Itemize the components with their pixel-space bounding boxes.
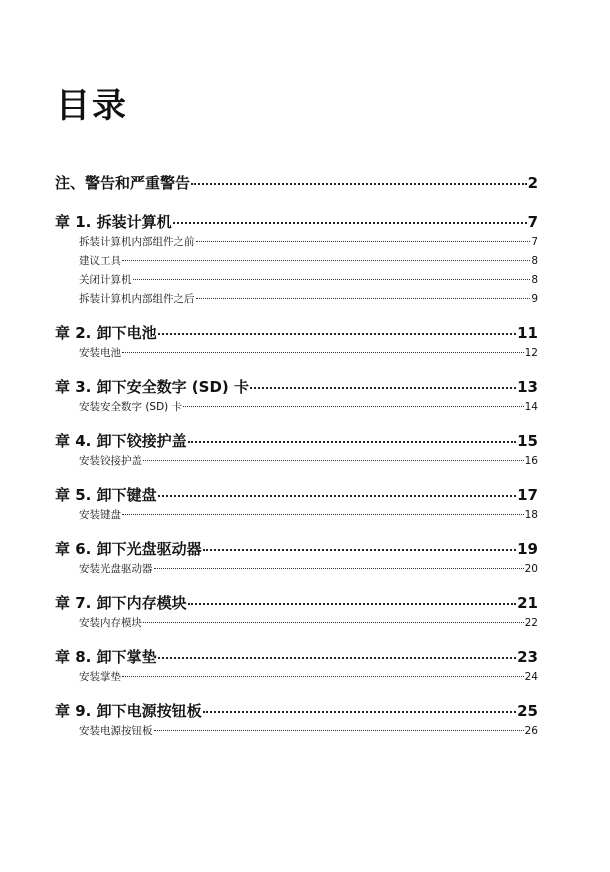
dot-leader — [158, 333, 517, 335]
dot-leader — [158, 495, 517, 497]
toc-chapter-entry-title: 注、警告和严重警告 — [55, 174, 191, 192]
page-title: 目录 — [56, 86, 128, 126]
toc-section-entry-page-number: 8 — [531, 274, 538, 286]
toc-chapter-group — [55, 538, 538, 579]
toc-section-entry[interactable] — [55, 398, 538, 417]
toc-chapter-group — [55, 376, 538, 417]
dot-leader — [122, 514, 524, 515]
toc-chapter-entry-page-number: 23 — [517, 648, 538, 666]
toc-section-entry[interactable] — [55, 233, 538, 252]
toc-chapter-entry-page-number: 19 — [517, 540, 538, 558]
toc-section-entry-title: 安装电池 — [79, 347, 121, 359]
dot-leader — [158, 657, 517, 659]
toc-section-entry[interactable] — [55, 271, 538, 290]
toc-chapter-entry-title: 章 3. 卸下安全数字 (SD) 卡 — [55, 378, 249, 396]
toc-chapter-entry-page-number: 15 — [517, 432, 538, 450]
toc-chapter-entry-title: 章 1. 拆装计算机 — [55, 213, 172, 231]
toc-chapter-entry[interactable] — [55, 646, 538, 668]
toc-chapter-entry-page-number: 2 — [527, 174, 538, 192]
toc-chapter-entry[interactable] — [55, 484, 538, 506]
toc-section-entry[interactable] — [55, 344, 538, 363]
toc-chapter-entry-title: 章 5. 卸下键盘 — [55, 486, 157, 504]
toc-section-entry-title: 拆装计算机内部组件之后 — [79, 293, 195, 305]
toc-chapter-group — [55, 172, 538, 194]
dot-leader — [188, 441, 517, 443]
toc-section-entry-page-number: 24 — [524, 671, 538, 683]
dot-leader — [196, 298, 531, 299]
dot-leader — [122, 352, 524, 353]
toc-chapter-group — [55, 484, 538, 525]
dot-leader — [154, 568, 524, 569]
toc-section-entry-page-number: 22 — [524, 617, 538, 629]
toc-chapter-entry-title: 章 9. 卸下电源按钮板 — [55, 702, 202, 720]
toc-chapter-group — [55, 211, 538, 309]
dot-leader — [188, 603, 517, 605]
dot-leader — [203, 549, 517, 551]
dot-leader — [183, 406, 524, 407]
toc-chapter-entry[interactable] — [55, 172, 538, 194]
toc-section-entry-title: 安装键盘 — [79, 509, 121, 521]
toc-section-entry-page-number: 12 — [524, 347, 538, 359]
toc-section-entry-title: 安装内存模块 — [79, 617, 142, 629]
dot-leader — [133, 279, 531, 280]
table-of-contents — [55, 172, 538, 754]
toc-chapter-entry-title: 章 6. 卸下光盘驱动器 — [55, 540, 202, 558]
toc-section-entry[interactable] — [55, 560, 538, 579]
toc-chapter-entry[interactable] — [55, 538, 538, 560]
toc-chapter-group — [55, 592, 538, 633]
toc-chapter-entry[interactable] — [55, 700, 538, 722]
toc-section-entry-page-number: 9 — [531, 293, 538, 305]
dot-leader — [122, 676, 524, 677]
toc-chapter-group — [55, 430, 538, 471]
toc-chapter-entry-title: 章 2. 卸下电池 — [55, 324, 157, 342]
dot-leader — [191, 183, 527, 185]
toc-chapter-entry-title: 章 4. 卸下铰接护盖 — [55, 432, 187, 450]
toc-chapter-entry[interactable] — [55, 376, 538, 398]
toc-section-entry-title: 安装电源按钮板 — [79, 725, 153, 737]
dot-leader — [122, 260, 530, 261]
toc-section-entry-page-number: 26 — [524, 725, 538, 737]
toc-chapter-entry[interactable] — [55, 211, 538, 233]
toc-chapter-entry-page-number: 21 — [517, 594, 538, 612]
toc-section-entry-page-number: 7 — [531, 236, 538, 248]
toc-section-entry-page-number: 18 — [524, 509, 538, 521]
toc-section-entry[interactable] — [55, 452, 538, 471]
dot-leader — [143, 460, 524, 461]
toc-chapter-entry-title: 章 8. 卸下掌垫 — [55, 648, 157, 666]
toc-section-entry-page-number: 8 — [531, 255, 538, 267]
toc-section-entry-title: 关闭计算机 — [79, 274, 132, 286]
toc-section-entry[interactable] — [55, 614, 538, 633]
toc-section-entry-page-number: 14 — [524, 401, 538, 413]
toc-section-entry-title: 安装光盘驱动器 — [79, 563, 153, 575]
toc-section-entry[interactable] — [55, 668, 538, 687]
toc-chapter-group — [55, 700, 538, 741]
dot-leader — [154, 730, 524, 731]
toc-chapter-entry-title: 章 7. 卸下内存模块 — [55, 594, 187, 612]
dot-leader — [173, 222, 527, 224]
toc-section-entry-title: 安装铰接护盖 — [79, 455, 142, 467]
toc-chapter-entry-page-number: 7 — [527, 213, 538, 231]
toc-chapter-entry-page-number: 17 — [517, 486, 538, 504]
toc-section-entry-title: 建议工具 — [79, 255, 121, 267]
toc-chapter-entry-page-number: 11 — [517, 324, 538, 342]
toc-section-entry[interactable] — [55, 252, 538, 271]
toc-chapter-entry[interactable] — [55, 592, 538, 614]
toc-section-entry-page-number: 16 — [524, 455, 538, 467]
toc-chapter-entry[interactable] — [55, 430, 538, 452]
toc-section-entry-page-number: 20 — [524, 563, 538, 575]
toc-chapter-entry-page-number: 25 — [517, 702, 538, 720]
dot-leader — [250, 387, 516, 389]
toc-chapter-entry-page-number: 13 — [517, 378, 538, 396]
toc-section-entry[interactable] — [55, 722, 538, 741]
toc-section-entry[interactable] — [55, 290, 538, 309]
toc-section-entry[interactable] — [55, 506, 538, 525]
toc-chapter-group — [55, 646, 538, 687]
dot-leader — [143, 622, 524, 623]
toc-chapter-group — [55, 322, 538, 363]
dot-leader — [203, 711, 517, 713]
toc-chapter-entry[interactable] — [55, 322, 538, 344]
toc-section-entry-title: 安装安全数字 (SD) 卡 — [79, 401, 183, 413]
dot-leader — [196, 241, 531, 242]
toc-section-entry-title: 安装掌垫 — [79, 671, 121, 683]
toc-section-entry-title: 拆装计算机内部组件之前 — [79, 236, 195, 248]
